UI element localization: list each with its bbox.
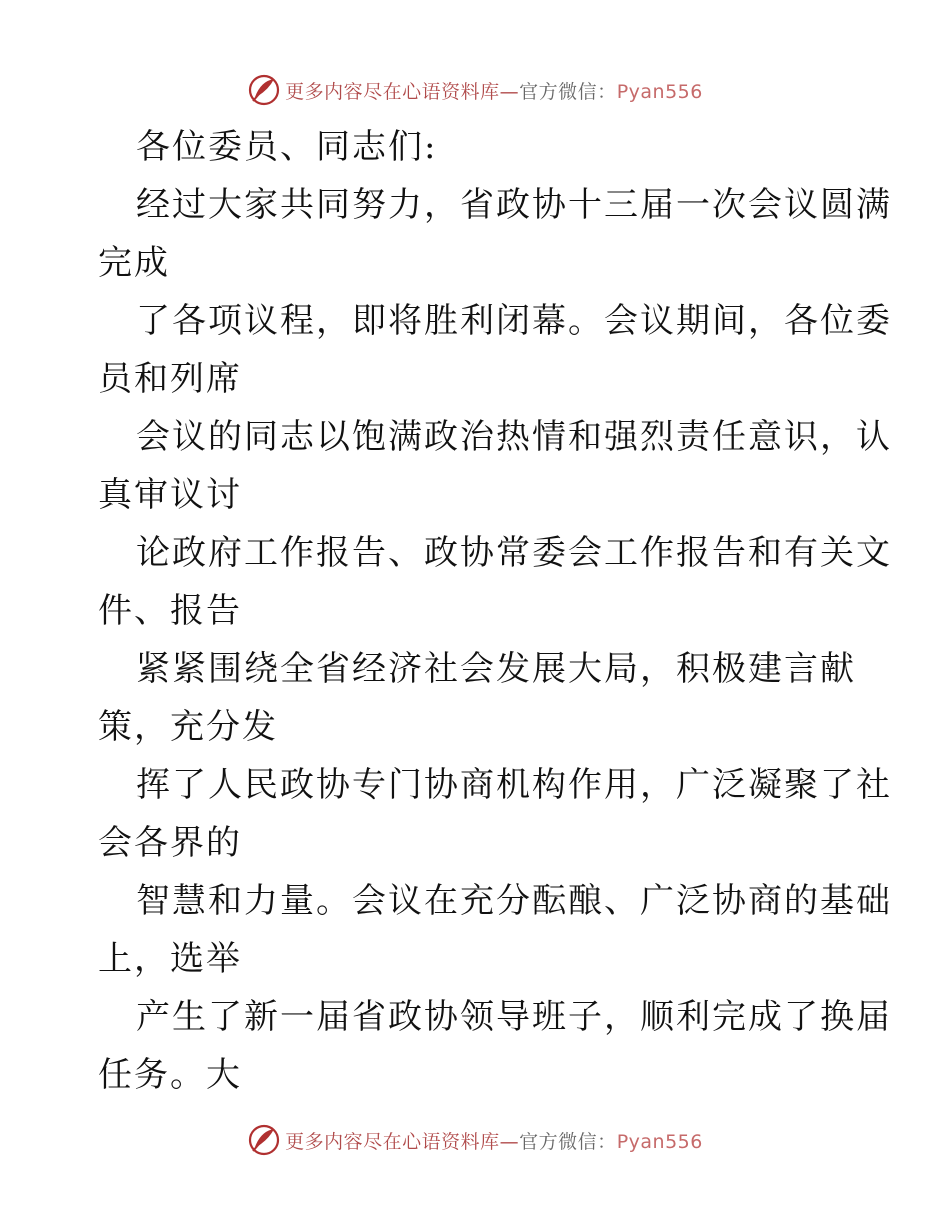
body-line: 产生了新一届省政协领导班子，顺利完成了换届 [136,997,892,1037]
header-banner-wechat-label: 官方微信： [519,80,617,103]
header-banner-dash: — [499,80,520,103]
body-line: 挥了人民政协专门协商机构作用，广泛凝聚了社 [136,765,892,805]
footer-banner-text [285,1127,703,1154]
pen-logo-icon [247,1123,281,1157]
body-line: 经过大家共同努力，省政协十三届一次会议圆满 [136,185,892,225]
footer-banner-dash: — [499,1130,520,1153]
header-banner-wechat-id: Pyan556 [616,80,703,103]
body-line: 真审议讨 [98,475,242,515]
body-line: 任务。大 [98,1055,242,1095]
document-body [98,118,892,1104]
body-line: 会各界的 [98,823,242,863]
header-banner-title: 更多内容尽在心语资料库 [285,80,500,103]
footer-banner-wechat-id: Pyan556 [616,1130,703,1153]
header-banner-text [285,77,703,104]
footer-banner-title: 更多内容尽在心语资料库 [285,1130,500,1153]
body-line: 论政府工作报告、政协常委会工作报告和有关文 [136,533,892,573]
body-line: 智慧和力量。会议在充分酝酿、广泛协商的基础 [136,881,892,921]
body-line: 各位委员、同志们: [136,127,438,167]
header-watermark-banner [0,72,950,108]
footer-banner-wechat-label: 官方微信： [519,1130,617,1153]
body-line: 上，选举 [98,939,242,979]
body-line: 策，充分发 [98,707,278,747]
footer-watermark-banner [0,1122,950,1158]
body-line: 紧紧围绕全省经济社会发展大局，积极建言献 [136,649,856,689]
body-line: 会议的同志以饱满政治热情和强烈责任意识，认 [136,417,892,457]
body-line: 员和列席 [98,359,242,399]
body-line: 了各项议程，即将胜利闭幕。会议期间，各位委 [136,301,892,341]
pen-logo-icon [247,73,281,107]
body-line: 件、报告 [98,591,242,631]
body-line: 完成 [98,243,170,283]
